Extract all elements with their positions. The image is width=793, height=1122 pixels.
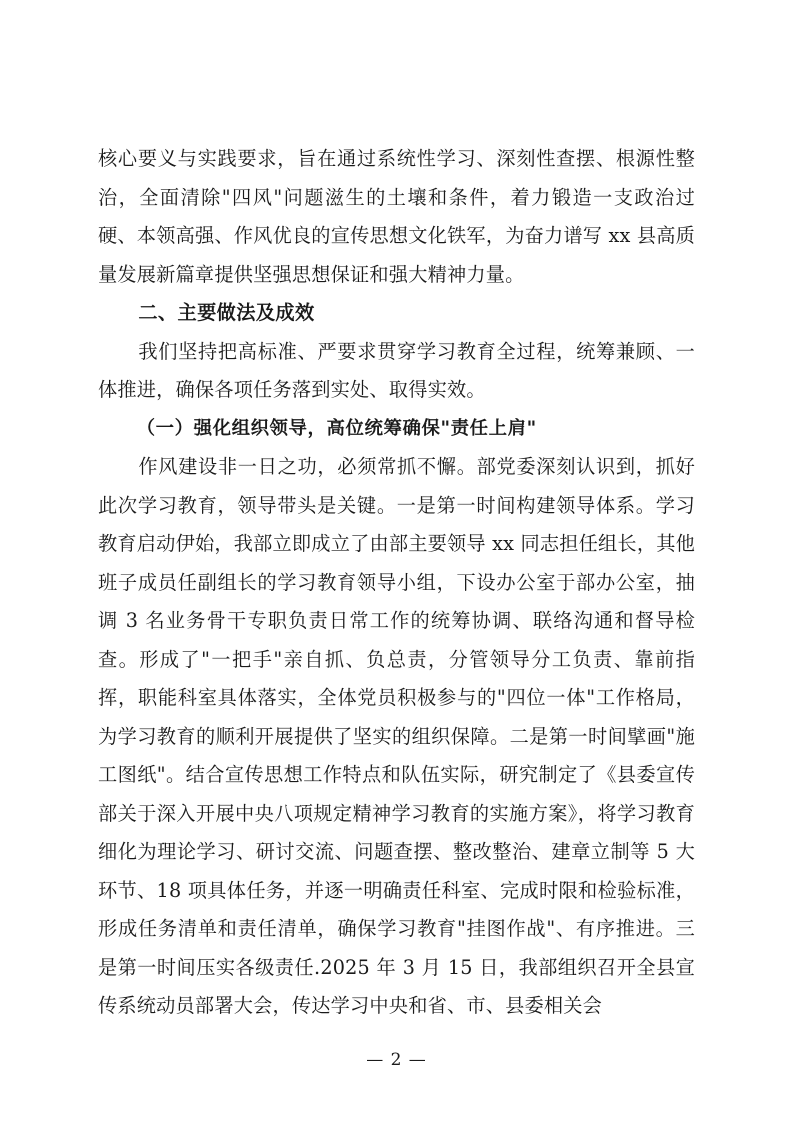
document-body: [98, 140, 695, 1026]
overview-paragraph: 我们坚持把高标准、严要求贯穿学习教育全过程，统筹兼顾、一体推进，确保各项任务落到实处、取得实效。: [98, 339, 695, 401]
section-heading-two: 二、主要做法及成效: [138, 301, 315, 324]
continued-paragraph: 核心要义与实践要求，旨在通过系统性学习、深刻性查摆、根源性整治，全面清除"四风"问题滋生的土壤和条件，着力锻造一支政治过硬、本领高强、作风优良的宣传思想文化铁军，为奋力谱写 xx 县高质量发展新篇章提供坚强思想保证和强大精神力量。: [98, 147, 695, 286]
subsection-one-paragraph: 作风建设非一日之功，必须常抓不懈。部党委深刻认识到，抓好此次学习教育，领导带头是关键。一是第一时间构建领导体系。学习教育启动伊始，我部立即成立了由部主要领导 xx 同志担任组长，其他班子成员任副组长的学习教育领导小组，下设办公室于部办公室，抽调 3 名业务骨干专职负责日常工作的统筹协调、联络沟通和督导检查。形成了"一把手"亲自抓、负总责，分管领导分工负责、靠前指挥，职能科室具体落实，全体党员积极参与的"四位一体"工作格局，为学习教育的顺利开展提供了坚实的组织保障。二是第一时间擘画"施工图纸"。结合宣传思想工作特点和队伍实际，研究制定了《县委宣传部关于深入开展中央八项规定精神学习教育的实施方案》，将学习教育细化为理论学习、研讨交流、问题查摆、整改整治、建章立制等 5 大环节、18 项具体任务，并逐一明确责任科室、完成时限和检验标准，形成任务清单和责任清单，确保学习教育"挂图作战"、有序推进。三是第一时间压实各级责任.2025 年 3 月 15 日，我部组织召开全县宣传系统动员部署大会，传达学习中央和省、市、县委相关会: [98, 455, 695, 1017]
subsection-heading-one: （一）强化组织领导，高位统筹确保"责任上肩": [136, 417, 537, 439]
page-number: — 2 —: [366, 1050, 427, 1070]
